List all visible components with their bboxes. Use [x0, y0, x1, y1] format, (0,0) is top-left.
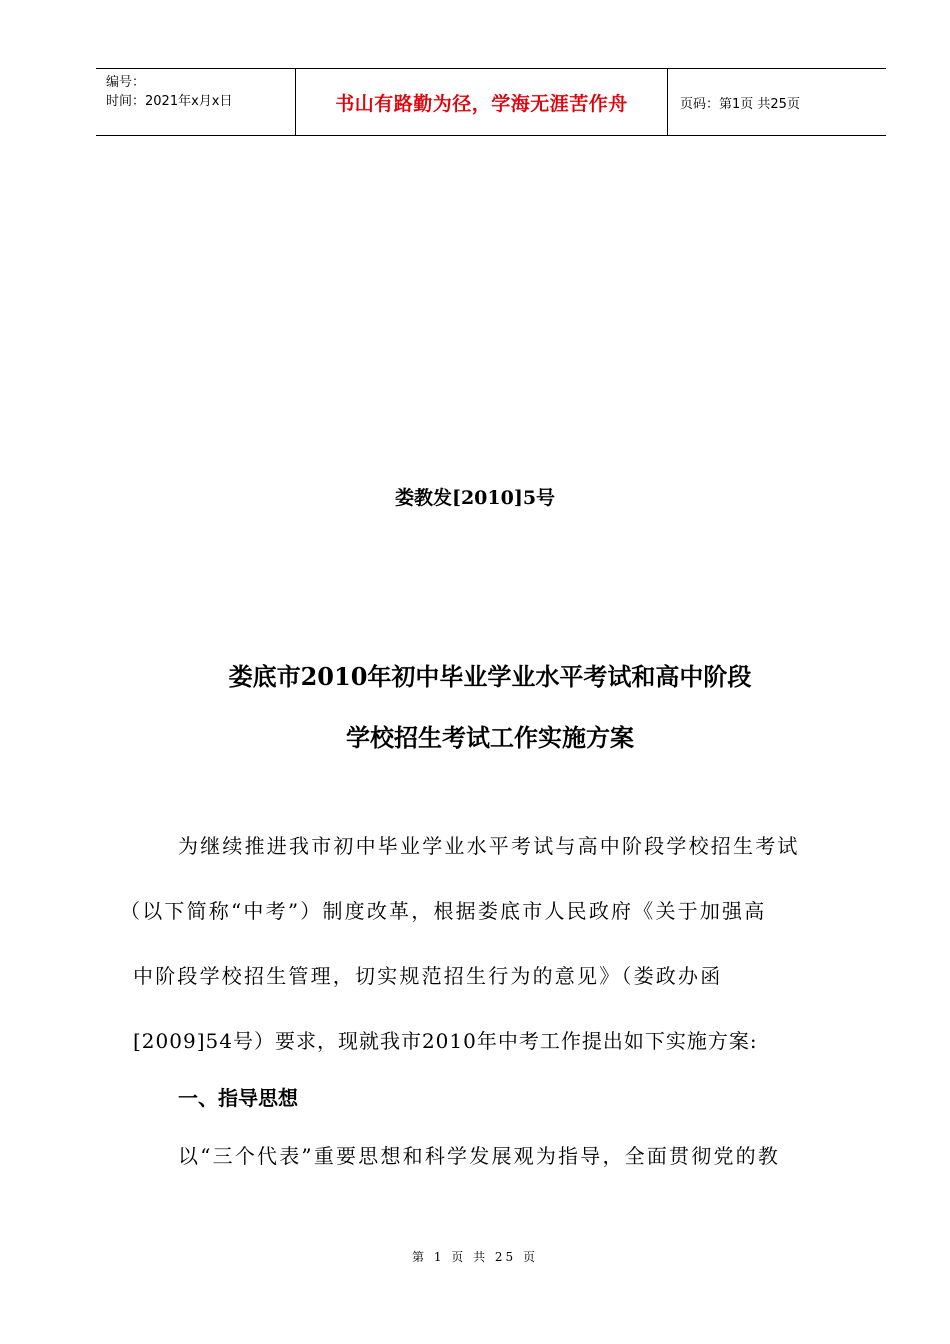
header-meta — [96, 69, 296, 135]
paragraph-line: 以“三个代表”重要思想和科学发展观为指导，全面贯彻党的教 — [178, 1144, 781, 1168]
time-label: 时间：2021年x月x日 — [106, 94, 233, 109]
page-footer: 第 1 页 共 25 页 — [412, 1250, 538, 1264]
number-label: 编号： — [106, 75, 146, 90]
header-motto: 书山有路勤为径，学海无涯苦作舟 — [296, 69, 668, 135]
header-page-info: 页码：第1页 共25页 — [680, 96, 800, 112]
document-number: 娄教发[2010]5号 — [394, 487, 556, 509]
paragraph-line: 中阶段学校招生管理，切实规范招生行为的意见》（娄政办函 — [133, 964, 723, 988]
document-title-line2: 学校招生考试工作实施方案 — [346, 723, 634, 752]
page-header — [96, 68, 886, 136]
document-title-line1: 娄底市2010年初中毕业学业水平考试和高中阶段 — [228, 662, 752, 691]
paragraph-line: （以下简称“中考”）制度改革，根据娄底市人民政府《关于加强高 — [120, 899, 767, 923]
paragraph-line: 为继续推进我市初中毕业学业水平考试与高中阶段学校招生考试 — [178, 834, 800, 858]
paragraph-line: [2009]54号）要求，现就我市2010年中考工作提出如下实施方案: — [133, 1029, 758, 1053]
section-heading: 一、指导思想 — [178, 1086, 298, 1110]
